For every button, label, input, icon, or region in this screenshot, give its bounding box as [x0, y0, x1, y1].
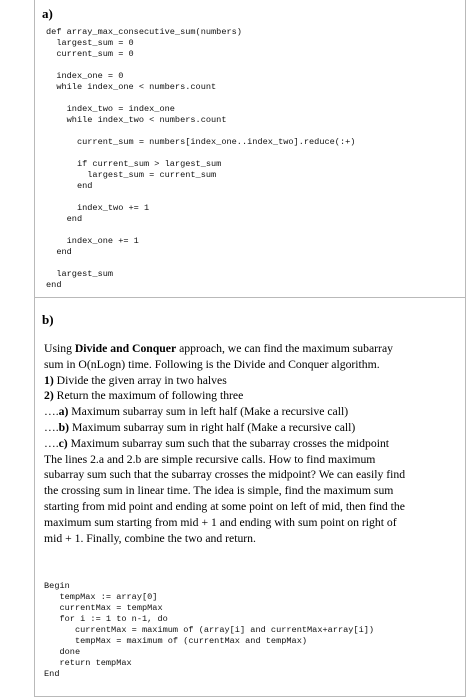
substep-c-prefix: …. — [44, 436, 59, 450]
substep-c-label: c) — [58, 436, 68, 450]
intro-bold: Divide and Conquer — [74, 342, 177, 355]
section-divider — [34, 297, 466, 298]
substep-a-prefix: …. — [44, 405, 59, 419]
intro-post: approach, we can find the maximum subarray — [176, 342, 393, 355]
section-b-explanation — [44, 341, 460, 546]
intro-line-2: sum in O(nLogn) time. Following is the Divide and Conquer algorithm. — [44, 357, 380, 371]
substep-c — [44, 436, 460, 452]
paragraph-line: subarray sum such that the subarray crosses the midpoint? We can easily find — [44, 468, 406, 482]
substep-a — [44, 404, 460, 420]
paragraph-line: The lines 2.a and 2.b are simple recursive calls. How to find maximum — [44, 452, 376, 466]
step-1-text: Divide the given array in two halves — [53, 373, 227, 387]
substep-a-label: a) — [58, 405, 69, 419]
section-a-heading: a) — [42, 6, 53, 21]
substep-c-text: Maximum subarray sum such that the subarray crosses the midpoint — [67, 436, 390, 450]
section-b-pseudocode: Begin tempMax := array[0] currentMax = tempMax for i := 1 to n-1, do currentMax = maximum of (array[i] and currentMax+array[i]) tempMax = maximum of (currentMax and tempMax) done return tempMax End — [44, 581, 375, 679]
section-a-code: def array_max_consecutive_sum(numbers) largest_sum = 0 current_sum = 0 index_one = 0 while index_one < numbers.count index_two = index_one while index_two < numbers.count current_sum = numbers[index_one..index_two].reduce(:+) if current_sum > largest_sum largest_sum = current_sum end index_two += 1 end index_one += 1 end largest_sum end — [46, 27, 356, 290]
step-2-text: Return the maximum of following three — [53, 389, 244, 403]
paragraph-line: mid + 1. Finally, combine the two and return. — [44, 531, 256, 545]
substep-a-text: Maximum subarray sum in left half (Make a recursive call) — [68, 405, 349, 419]
intro-line — [44, 341, 460, 357]
step-1-number: 1) — [44, 373, 54, 387]
paragraph-line: starting from mid point and ending at some point on left of mid, then find the — [44, 499, 405, 513]
paragraph-line: the crossing sum in linear time. The idea is simple, find the maximum sum — [44, 484, 394, 498]
intro-pre: Using — [44, 342, 75, 355]
step-2-number: 2) — [44, 389, 54, 403]
step-2 — [44, 388, 460, 404]
section-b-heading: b) — [42, 312, 54, 327]
substep-b-prefix: …. — [44, 420, 59, 434]
substep-b-text: Maximum subarray sum in right half (Make a recursive call) — [69, 420, 356, 434]
substep-b-label: b) — [58, 420, 70, 434]
step-1 — [44, 373, 460, 389]
substep-b — [44, 420, 460, 436]
paragraph-line: maximum sum starting from mid + 1 and ending with sum point on right of — [44, 515, 397, 529]
